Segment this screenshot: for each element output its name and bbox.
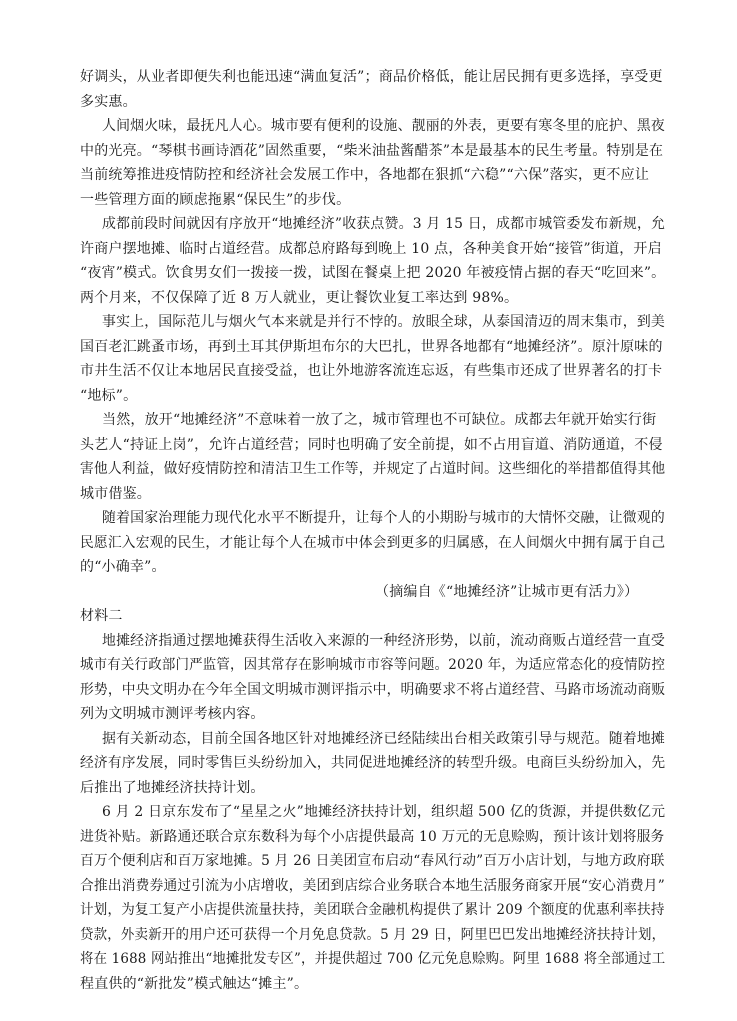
text-line: 的“小确幸”。 — [80, 559, 166, 575]
text-line: 列为文明城市测评考核内容。 — [80, 706, 265, 722]
text-line: 6 月 2 日京东发布了“星星之火”地摊经济扶持计划，组织超 500 亿的货源，并提供数亿元 — [102, 804, 666, 820]
text-line: 中的光亮。“琴棋书画诗酒花”固然重要，“柴米油盐酱醋茶”本是最基本的民生考量。特别是在 — [80, 142, 664, 159]
text-line: 合推出消费券通过引流为小店增收，美团到店综合业务联合本地生活服务商家开展“安心消费月” — [80, 877, 665, 894]
text-line: 一些管理方面的顾虑拖累“保民生”的步伐。 — [80, 191, 351, 208]
text-line: 成都前段时间就因有序放开“地摊经济”收获点赞。3 月 15 日，成都市城管委发布新规，允 — [102, 216, 666, 232]
text-line: 计划，为复工复产小店提供流量扶持，美团联合金融机构提供了累计 209 个额度的优惠利率扶持 — [80, 902, 665, 918]
text-line: 据有关新动态，目前全国各地区针对地摊经济已经陆续出台相关政策引导与规范。随着地摊 — [102, 730, 666, 747]
text-line: 形势，中央文明办在今年全国文明城市测评指示中，明确要求不将占道经营、马路市场流动商贩 — [80, 681, 666, 698]
text-line: 头艺人“持证上岗”，允许占道经营；同时也明确了安全前提，如不占用盲道、消防通道，不侵 — [80, 436, 663, 453]
text-line: 随着国家治理能力现代化水平不断提升，让每个人的小期盼与城市的大情怀交融，让微观的 — [102, 510, 666, 526]
text-line: 多实惠。 — [80, 93, 137, 110]
text-line: 后推出了地摊经济扶持计划。 — [80, 779, 265, 796]
text-line: 国百老汇跳蚤市场，再到土耳其伊斯坦布尔的大巴扎，世界各地都有“地摊经济”。原汁原味的 — [80, 338, 663, 355]
text-line: 将在 1688 网站推出“地摊批发专区”，并提供超过 700 亿元免息赊购。阿里 1688 将全部通过工 — [80, 951, 666, 967]
text-line: 两个月来，不仅保障了近 8 万人就业，更让餐饮业复工率达到 98%。 — [80, 289, 519, 306]
text-line: 事实上，国际范儿与烟火气本来就是并行不悖的。放眼全球，从泰国清迈的周末集市，到美 — [102, 314, 666, 330]
text-line: 好调头，从业者即便失利也能迅速“满血复活”；商品价格低，能让居民拥有更多选择，享受更 — [80, 69, 663, 85]
source-citation: （摘编自《“地摊经济”让城市更有活力》） — [375, 583, 639, 600]
text-line: 民愿汇入宏观的民生，才能让每个人在城市中体会到更多的归属感，在人间烟火中拥有属于自己 — [80, 534, 666, 551]
text-line: 经济有序发展，同时零售巨头纷纷加入，共同促进地摊经济的转型升级。电商巨头纷纷加入，先 — [80, 755, 666, 771]
text-line: 进货补贴。新路通还联合京东数科为每个小店提供最高 10 万元的无息赊购，预计该计划将服务 — [80, 828, 665, 845]
text-line: 当前统筹推进疫情防控和经济社会发展工作中，各地都在狠抓“六稳”“六保”落实，更不应让 — [80, 167, 650, 183]
text-line: 许商户摆地摊、临时占道经营。成都总府路每到晚上 10 点，各种美食开始“接管”街道，开启 — [80, 240, 662, 257]
text-line: 贷款，外卖新开的用户还可获得一个月免息贷款。5 月 29 日，阿里巴巴发出地摊经济扶持计划， — [80, 926, 666, 943]
text-line: 当然，放开“地摊经济”不意味着一放了之，城市管理也不可缺位。成都去年就开始实行街 — [102, 412, 657, 428]
text-line: “地标”。 — [80, 387, 138, 404]
text-line: 人间烟火味，最抚凡人心。城市要有便利的设施、靓丽的外表，更要有寒冬里的庇护、黑夜 — [102, 118, 666, 134]
text-line: “夜宵”模式。饮食男女们一拨接一拨，试图在餐桌上把 2020 年被疫情占据的春天“吃回来”。 — [80, 265, 666, 281]
text-line: 百万个便利店和百万家地摊。5 月 26 日美团宣布启动“春风行动”百万小店计划，与地方政府联 — [80, 853, 665, 869]
section-heading: 材料二 — [80, 608, 123, 624]
text-line: 市井生活不仅让本地居民直接受益，也让外地游客流连忘返，有些集市还成了世界著名的打卡 — [80, 363, 663, 379]
text-line: 城市借鉴。 — [80, 485, 151, 502]
text-line: 害他人利益，做好疫情防控和清洁卫生工作等，并规定了占道时间。这些细化的举措都值得其他 — [80, 461, 666, 477]
text-line: 地摊经济指通过摆地摊获得生活收入来源的一种经济形势，以前，流动商贩占道经营一直受 — [102, 632, 666, 649]
text-line: 城市有关行政部门严监管，因其常存在影响城市市容等问题。2020 年，为适应常态化的疫情防控 — [80, 657, 666, 673]
text-line: 程直供的“新批发”模式触达“摊主”。 — [80, 975, 309, 992]
